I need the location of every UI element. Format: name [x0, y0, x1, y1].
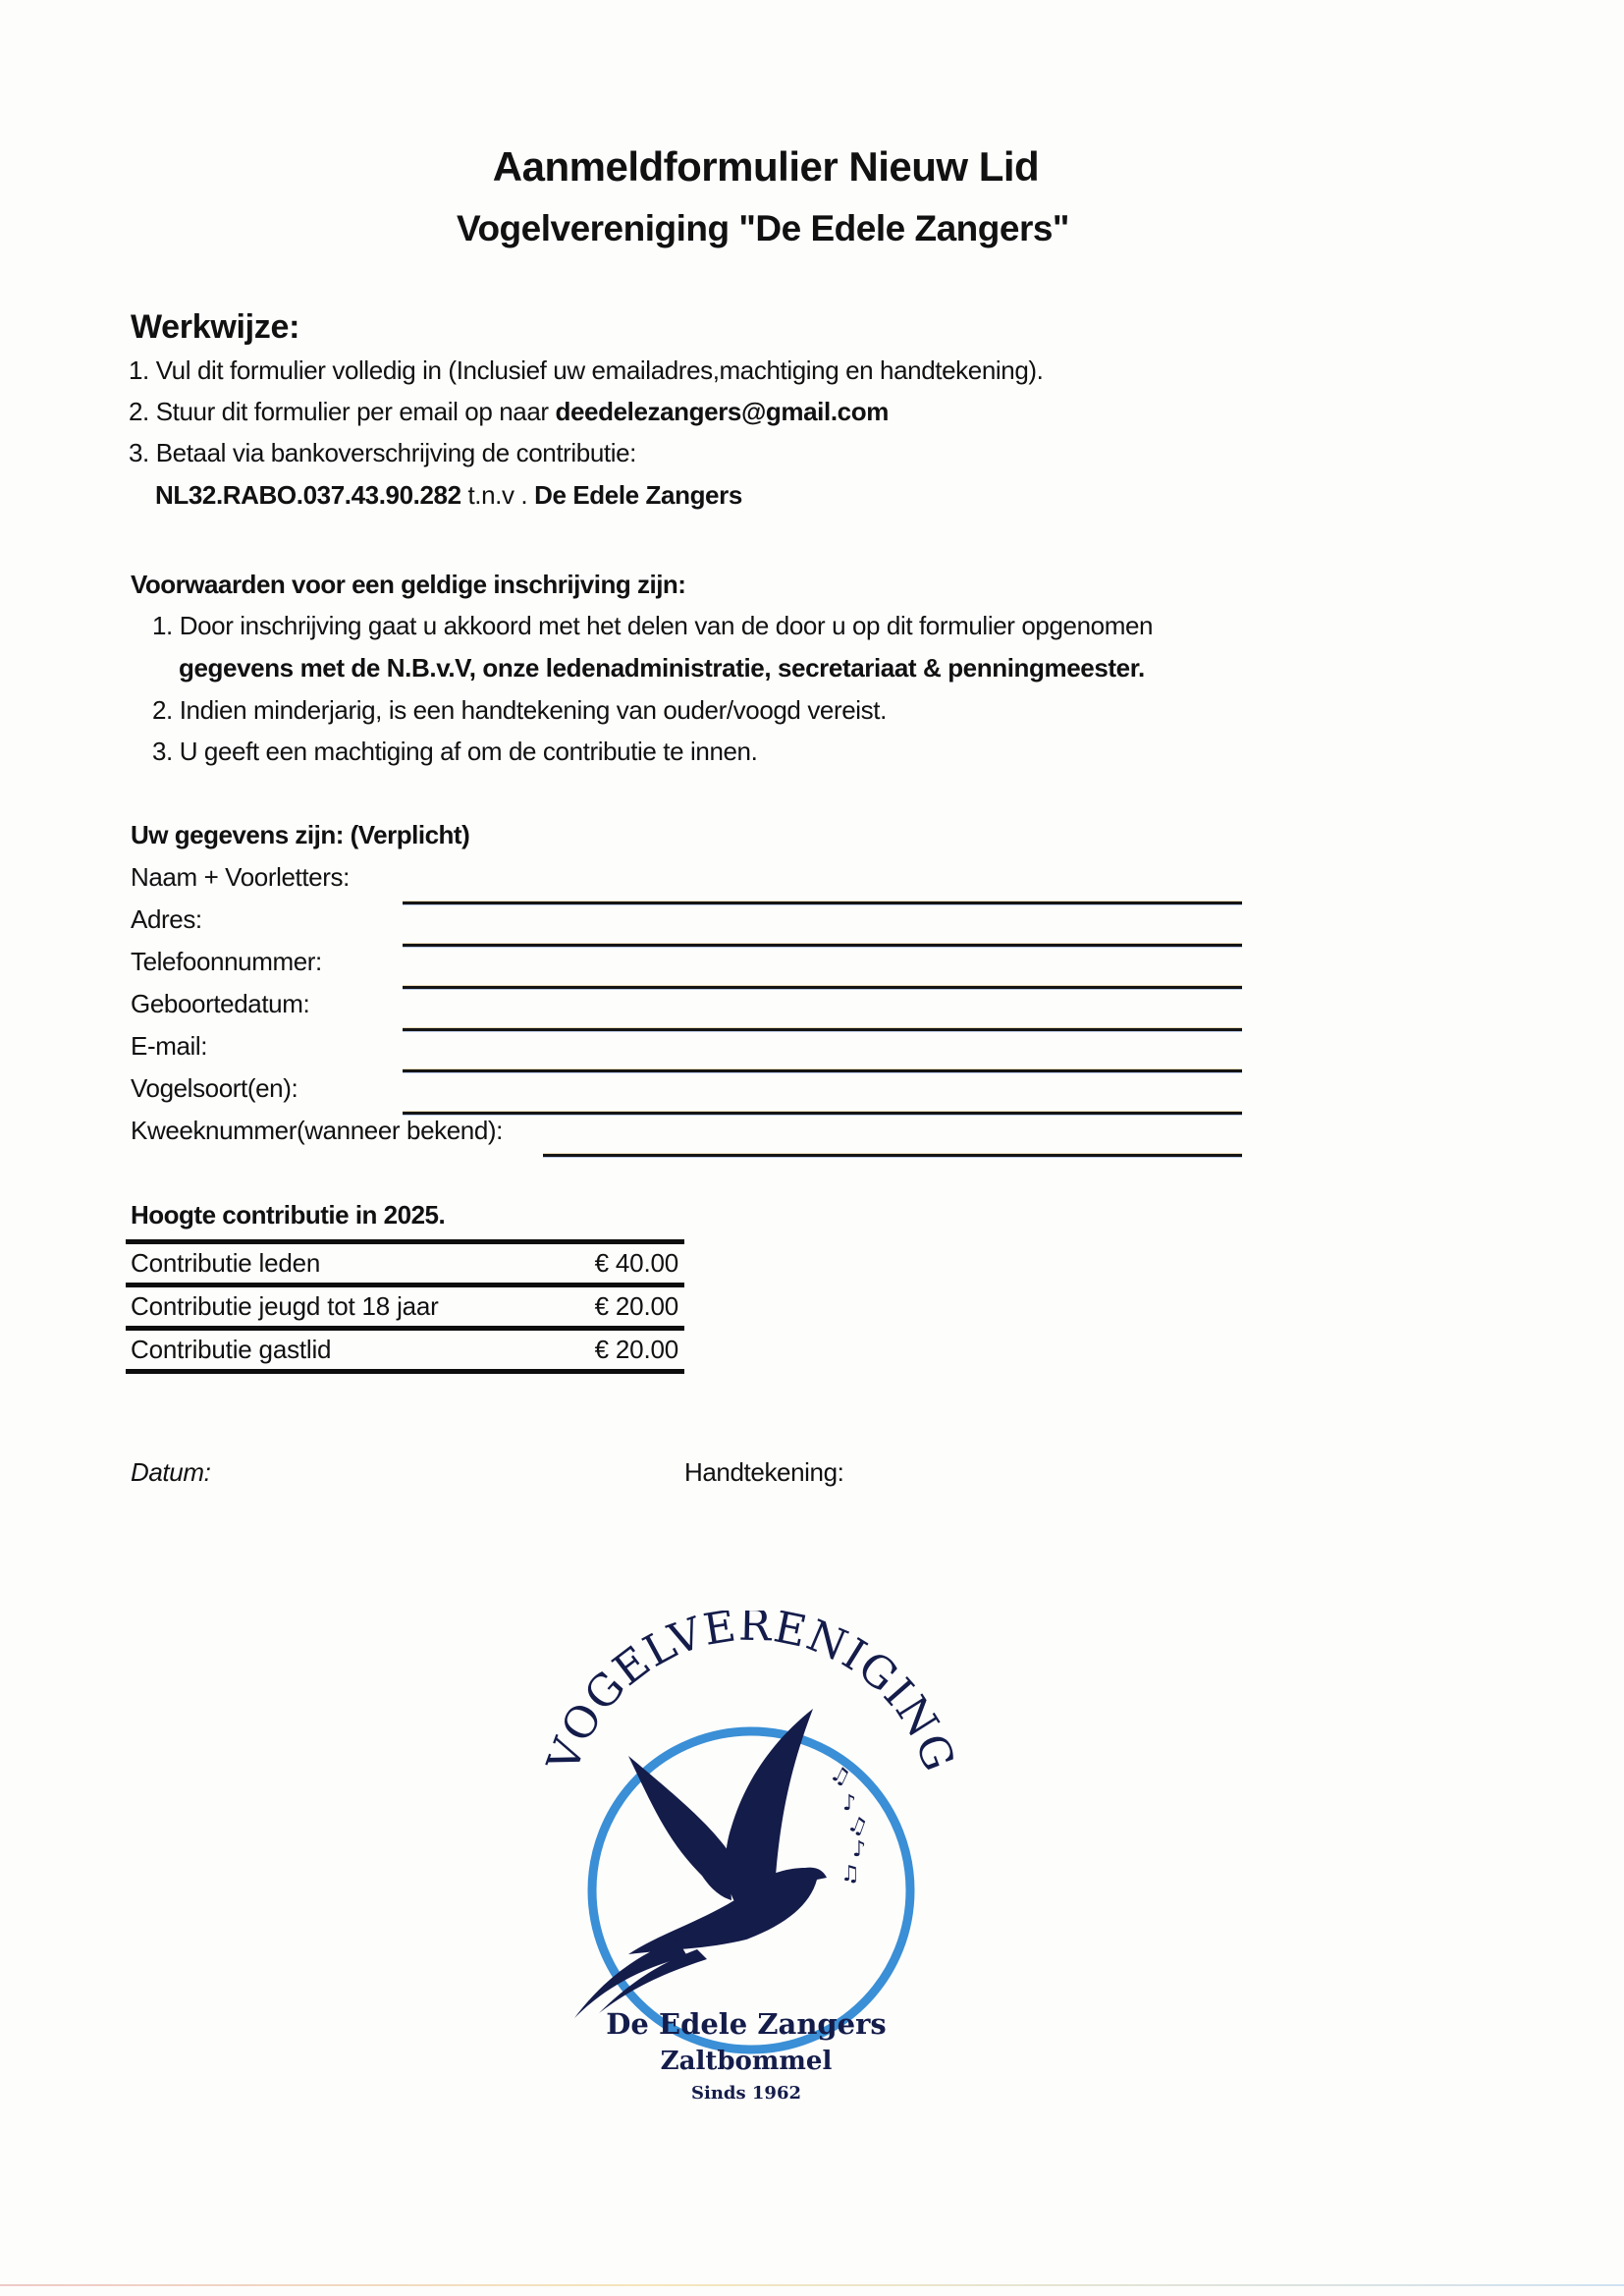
svg-text:♪: ♪: [842, 1791, 857, 1816]
logo-city: Zaltbommel: [660, 2047, 833, 2076]
contributie-heading: Hoogte contributie in 2025.: [131, 1200, 446, 1230]
field-input-telefoon[interactable]: [403, 986, 1242, 989]
field-input-kweeknummer[interactable]: [543, 1154, 1242, 1157]
table-rule: [126, 1369, 684, 1374]
fee-amount: € 20.00: [594, 1335, 678, 1364]
datum-label: Datum:: [131, 1457, 211, 1487]
svg-text:♫: ♫: [840, 1862, 860, 1886]
svg-text:♫: ♫: [843, 1811, 871, 1841]
club-email-link[interactable]: deedelezangers@gmail.com: [555, 397, 889, 426]
table-row: [126, 1287, 684, 1326]
voorwaarde-1-line2: gegevens met de N.B.v.V, onze ledenadministratie, secretariaat & penningmeester.: [179, 653, 1145, 683]
field-label-geboortedatum: Geboortedatum:: [131, 989, 310, 1018]
bank-details: [155, 480, 742, 511]
handtekening-label: Handtekening:: [684, 1457, 844, 1487]
table-row: [126, 1244, 684, 1283]
fee-amount: € 40.00: [594, 1248, 678, 1278]
field-input-adres[interactable]: [403, 944, 1242, 947]
handtekening-input-area[interactable]: [874, 1451, 1267, 1491]
gegevens-heading: Uw gegevens zijn: (Verplicht): [131, 820, 470, 849]
svg-text:♪: ♪: [852, 1837, 867, 1862]
field-label-kweeknummer: Kweeknummer(wanneer bekend):: [131, 1116, 503, 1145]
fee-label: Contributie jeugd tot 18 jaar: [131, 1291, 439, 1321]
field-input-vogelsoorten[interactable]: [403, 1112, 1242, 1115]
scan-edge: [0, 2284, 1624, 2286]
svg-text:♫: ♫: [826, 1761, 854, 1792]
field-label-adres: Adres:: [131, 904, 202, 934]
werkwijze-step-1: 1. Vul dit formulier volledig in (Inclusief uw emailadres,machtiging en handtekening).: [129, 355, 1044, 385]
table-row: [126, 1331, 684, 1369]
tnv-label: t.n.v .: [460, 480, 535, 510]
datum-input-area[interactable]: [226, 1451, 638, 1491]
field-label-naam: Naam + Voorletters:: [131, 862, 350, 892]
field-input-geboortedatum[interactable]: [403, 1028, 1242, 1031]
club-logo: [511, 1611, 982, 2141]
contributie-table: [126, 1239, 684, 1374]
fee-label: Contributie gastlid: [131, 1335, 332, 1364]
field-input-email[interactable]: [403, 1069, 1242, 1072]
form-title: Aanmeldformulier Nieuw Lid: [492, 143, 1040, 190]
field-label-vogelsoorten: Vogelsoort(en):: [131, 1073, 298, 1103]
voorwaarde-1-line1: 1. Door inschrijving gaat u akkoord met het delen van de door u op dit formulier opgenomen: [152, 611, 1154, 640]
werkwijze-step-2: [129, 397, 889, 427]
account-name: De Edele Zangers: [534, 480, 742, 510]
voorwaarde-2: 2. Indien minderjarig, is een handtekening van ouder/voogd vereist.: [152, 695, 887, 725]
logo-since: Sinds 1962: [690, 2083, 801, 2104]
werkwijze-heading: Werkwijze:: [131, 308, 300, 346]
logo-club-name: De Edele Zangers: [606, 2007, 887, 2041]
voorwaarde-3: 3. U geeft een machtiging af om de contributie te innen.: [152, 737, 758, 766]
step-2-text: 2. Stuur dit formulier per email op naar: [129, 397, 556, 426]
fee-label: Contributie leden: [131, 1248, 321, 1278]
club-subtitle: Vogelvereniging "De Edele Zangers": [457, 208, 1069, 248]
werkwijze-step-3: 3. Betaal via bankoverschrijving de contributie:: [129, 438, 636, 467]
svg-text:VOGELVERENIGING: VOGELVERENIGING: [537, 1611, 965, 1778]
iban-number: NL32.RABO.037.43.90.282: [155, 480, 461, 510]
field-input-naam[interactable]: [403, 902, 1242, 904]
voorwaarden-heading: Voorwaarden voor een geldige inschrijving zijn:: [131, 570, 686, 599]
field-label-email: E-mail:: [131, 1031, 208, 1061]
fee-amount: € 20.00: [594, 1291, 678, 1321]
field-label-telefoon: Telefoonnummer:: [131, 947, 322, 976]
